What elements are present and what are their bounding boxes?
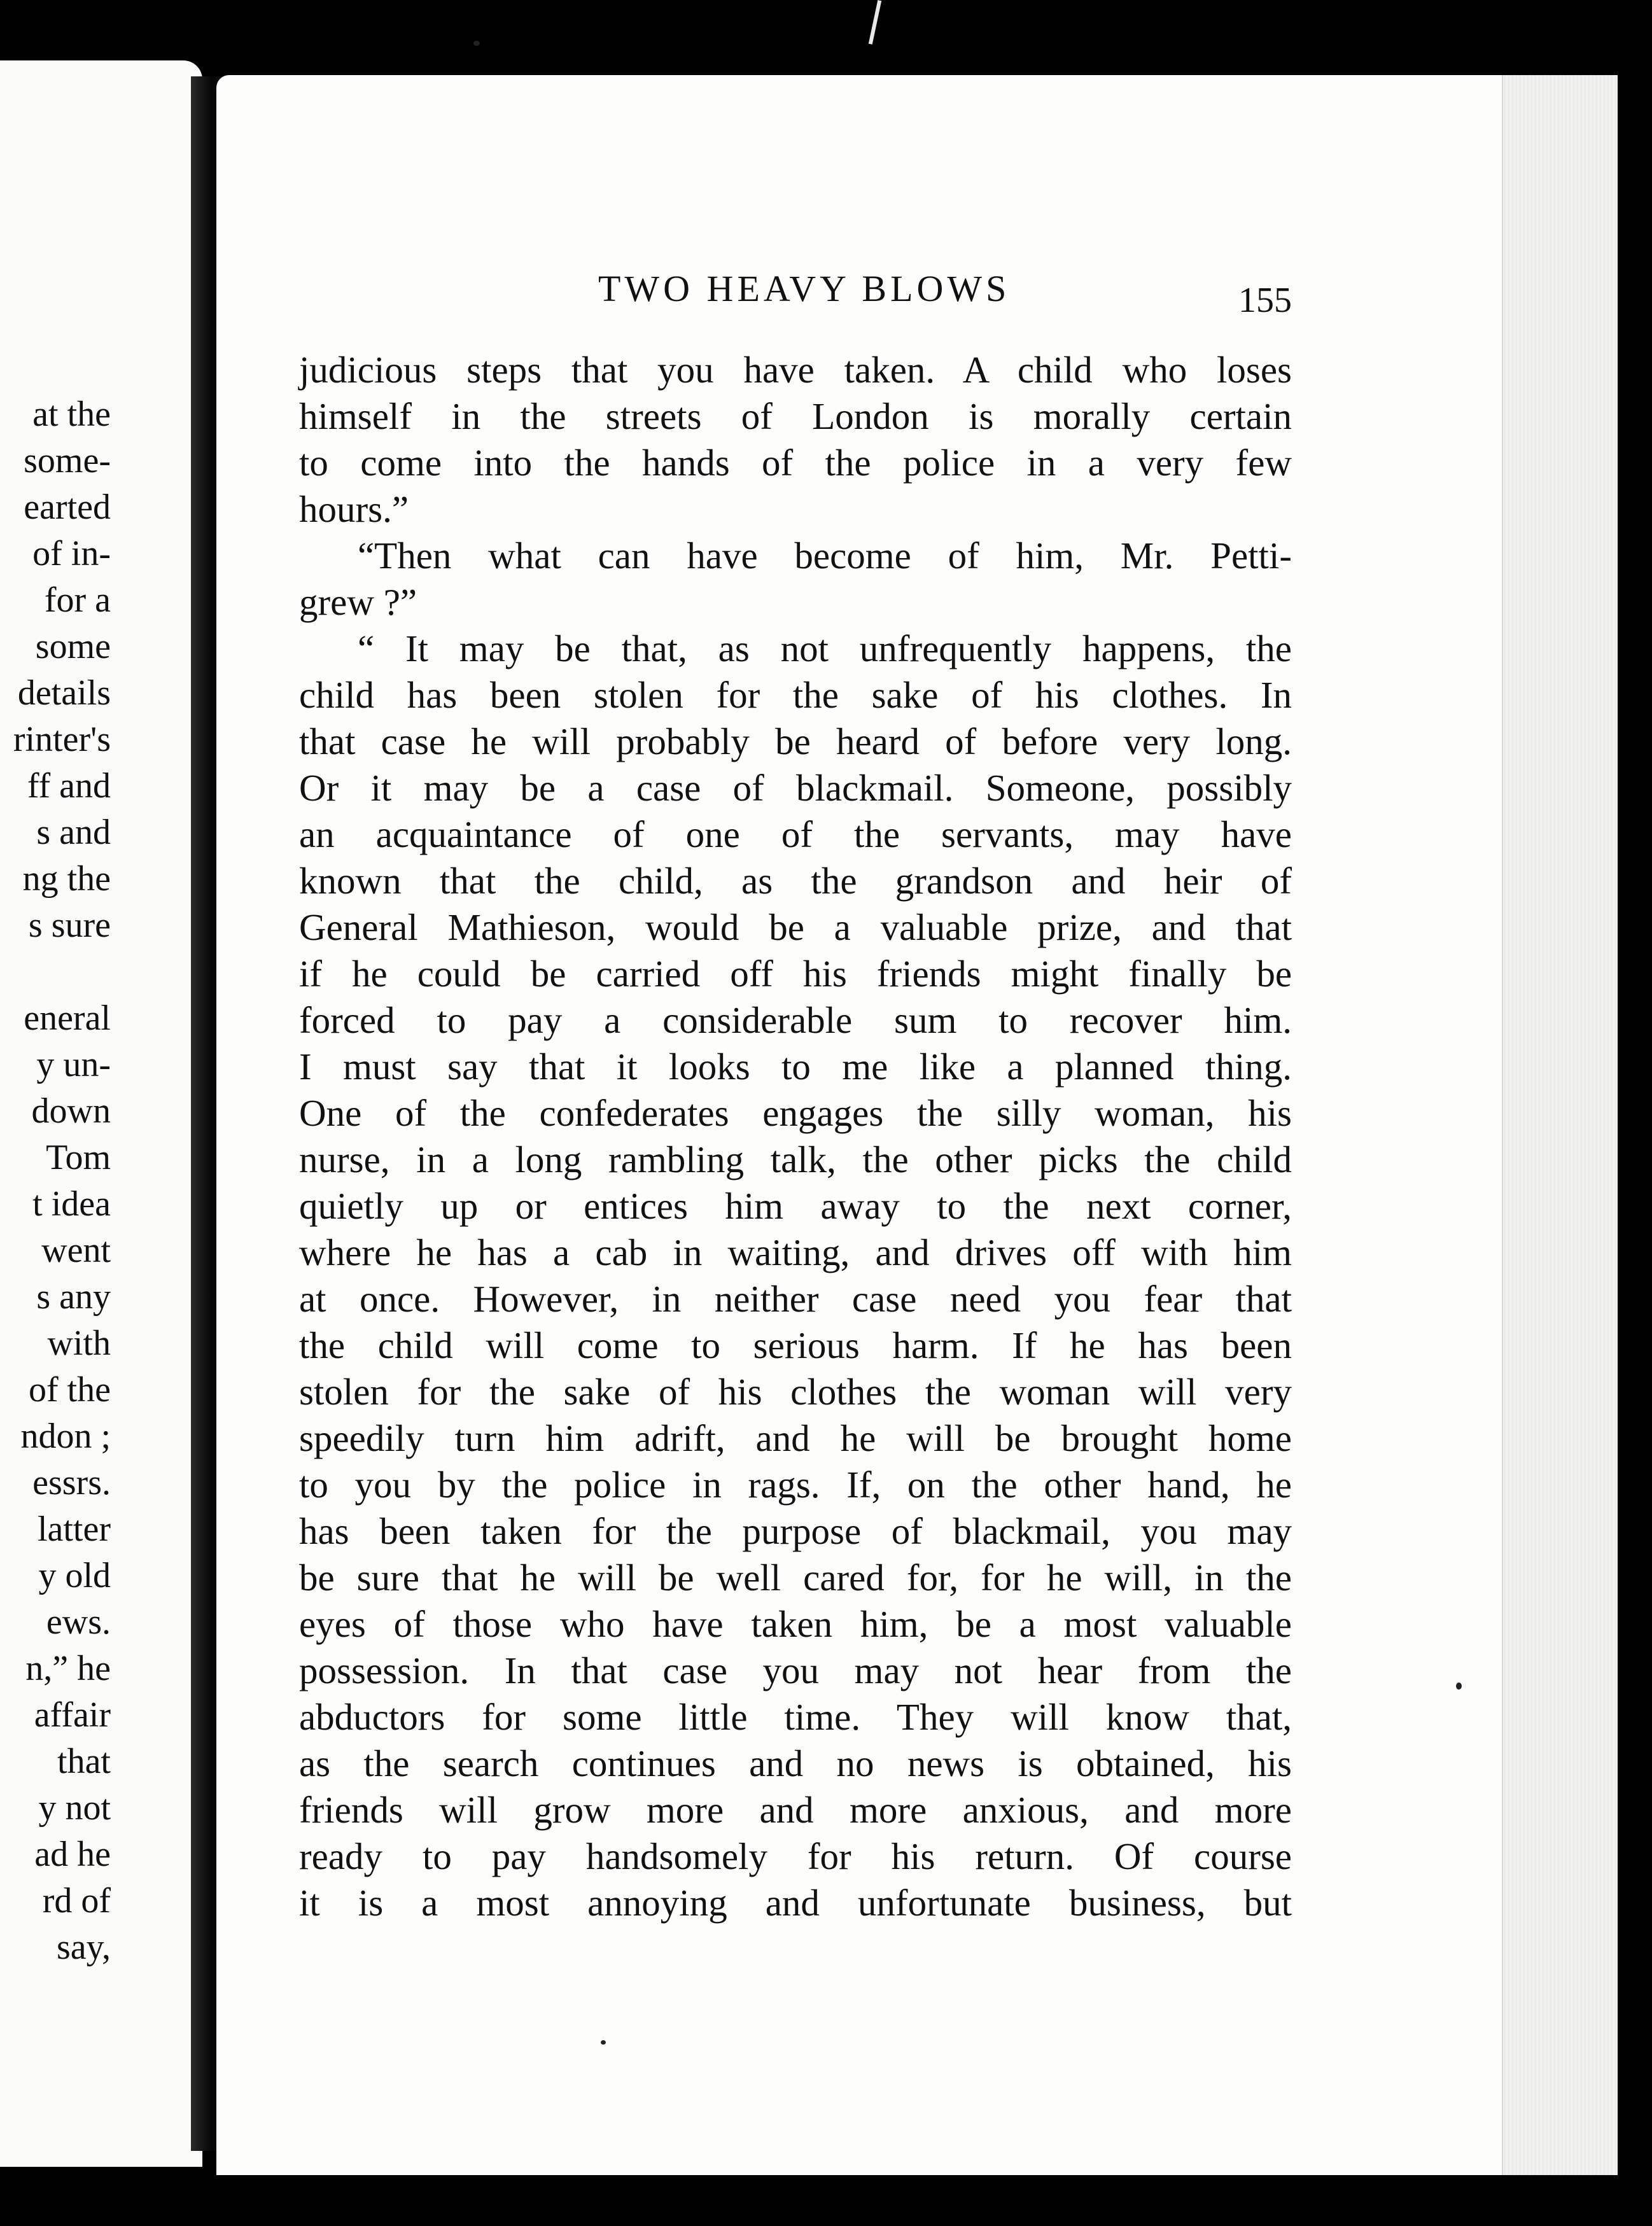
text-line: forced to pay a considerable sum to recover him. bbox=[299, 999, 1292, 1041]
left-page-line: ews. bbox=[46, 1602, 111, 1642]
text-line: the child will come to serious harm. If he has been bbox=[299, 1324, 1292, 1366]
left-page bbox=[0, 60, 202, 2167]
text-line: it is a most annoying and unfortunate business, but bbox=[299, 1882, 1292, 1924]
text-line: “ It may be that, as not unfrequently happens, the bbox=[358, 627, 1292, 669]
text-line: friends will grow more and more anxious, and more bbox=[299, 1789, 1292, 1831]
left-page-line: rd of bbox=[42, 1881, 111, 1921]
text-line: I must say that it looks to me like a planned thing. bbox=[299, 1046, 1292, 1088]
text-line: judicious steps that you have taken. A child who loses bbox=[299, 349, 1292, 391]
text-line: quietly up or entices him away to the next corner, bbox=[299, 1185, 1292, 1227]
running-head: TWO HEAVY BLOWS bbox=[598, 268, 1011, 309]
left-page-line: y not bbox=[38, 1788, 111, 1828]
text-line: General Mathieson, would be a valuable prize, and that bbox=[299, 906, 1292, 948]
text-line: himself in the streets of London is morally certain bbox=[299, 395, 1292, 437]
body-text bbox=[299, 347, 1292, 1926]
left-page-line: ndon ; bbox=[20, 1417, 111, 1456]
text-line: abductors for some little time. They will know that, bbox=[299, 1696, 1292, 1738]
text-line: speedily turn him adrift, and he will be brought home bbox=[299, 1417, 1292, 1459]
left-page-line: went bbox=[41, 1231, 111, 1270]
text-line: hours.” bbox=[299, 488, 409, 530]
text-line: nurse, in a long rambling talk, the other picks the child bbox=[299, 1138, 1292, 1180]
left-page-line: of the bbox=[28, 1370, 111, 1410]
left-page-line: n,” he bbox=[25, 1649, 111, 1688]
text-line: eyes of those who have taken him, be a most valuable bbox=[299, 1603, 1292, 1645]
text-line: known that the child, as the grandson and heir of bbox=[299, 860, 1292, 902]
page-number: 155 bbox=[1238, 281, 1292, 320]
left-page-line: eneral bbox=[24, 998, 111, 1038]
left-page-line: rinter's bbox=[13, 720, 111, 759]
text-line: child has been stolen for the sake of his clothes. In bbox=[299, 674, 1292, 716]
text-line: possession. In that case you may not hear from the bbox=[299, 1649, 1292, 1691]
left-page-line: ff and bbox=[27, 766, 111, 806]
left-page-line: say, bbox=[56, 1928, 111, 1967]
text-line: be sure that he will be well cared for, for he will, in the bbox=[299, 1557, 1292, 1599]
text-line: where he has a cab in waiting, and drives off with him bbox=[299, 1231, 1292, 1273]
left-page-line: latter bbox=[37, 1509, 111, 1549]
text-line: stolen for the sake of his clothes the woman will very bbox=[299, 1371, 1292, 1413]
left-page-line: at the bbox=[32, 395, 111, 434]
left-page-line: that bbox=[57, 1742, 111, 1781]
left-page-line: details bbox=[17, 673, 111, 713]
left-page-line: y old bbox=[38, 1556, 111, 1595]
text-line: at once. However, in neither case need you fear that bbox=[299, 1278, 1292, 1320]
text-line: to you by the police in rags. If, on the other hand, he bbox=[299, 1464, 1292, 1506]
text-line: One of the confederates engages the silly woman, his bbox=[299, 1092, 1292, 1134]
text-line: an acquaintance of one of the servants, may have bbox=[299, 813, 1292, 855]
left-page-line: Tom bbox=[46, 1138, 111, 1177]
left-page-line: s any bbox=[36, 1277, 111, 1317]
left-page-line: s sure bbox=[28, 906, 111, 945]
left-page-line: ng the bbox=[22, 859, 111, 899]
ink-speck bbox=[1456, 1683, 1462, 1690]
ink-speck bbox=[473, 41, 480, 46]
left-page-line: for a bbox=[44, 580, 111, 620]
left-page-line: ad he bbox=[34, 1835, 111, 1874]
text-line: that case he will probably be heard of before very long. bbox=[299, 720, 1292, 762]
left-page-line: t idea bbox=[32, 1184, 111, 1224]
text-line: ready to pay handsomely for his return. Of course bbox=[299, 1835, 1292, 1877]
left-page-line: earted bbox=[24, 487, 111, 527]
left-page-text bbox=[0, 391, 202, 1971]
text-line: has been taken for the purpose of blackmail, you may bbox=[299, 1510, 1292, 1552]
left-page-line: s and bbox=[36, 813, 111, 852]
left-page-line: some- bbox=[24, 441, 111, 480]
left-page-line bbox=[0, 949, 200, 995]
left-page-line: essrs. bbox=[32, 1463, 111, 1502]
left-page-line: some bbox=[35, 627, 111, 666]
page-edges bbox=[1502, 75, 1618, 2175]
text-line: “Then what can have become of him, Mr. Petti- bbox=[358, 535, 1292, 577]
left-page-line: y un- bbox=[36, 1045, 111, 1084]
text-line: Or it may be a case of blackmail. Someone, possibly bbox=[299, 767, 1292, 809]
text-line: as the search continues and no news is obtained, his bbox=[299, 1742, 1292, 1784]
left-page-line: down bbox=[31, 1091, 111, 1131]
ink-speck bbox=[601, 2040, 606, 2045]
text-line: if he could be carried off his friends might finally be bbox=[299, 953, 1292, 995]
scan-artifact-mark bbox=[869, 0, 881, 45]
left-page-line: with bbox=[47, 1324, 111, 1363]
left-page-line: of in- bbox=[32, 534, 111, 573]
text-line: to come into the hands of the police in a very few bbox=[299, 442, 1292, 484]
text-line: grew ?” bbox=[299, 581, 417, 623]
left-page-line: affair bbox=[34, 1695, 111, 1735]
